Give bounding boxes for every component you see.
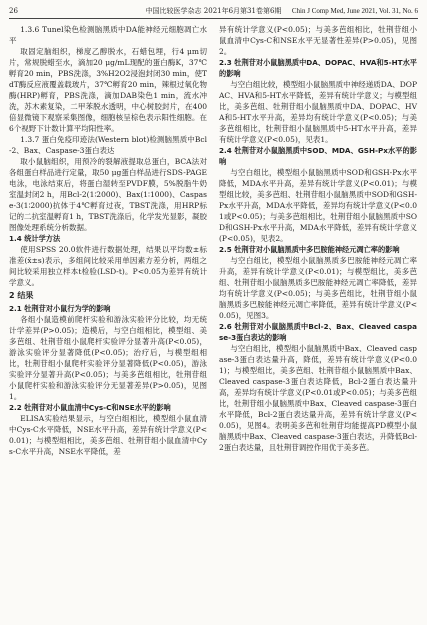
- paragraph: 1.3.6 Tunel染色检测脑黑质中DA能神经元细胞凋亡水平: [9, 25, 207, 45]
- journal-title-en: Chin J Comp Med, June 2021, Vol. 31, No. 6: [291, 7, 418, 15]
- running-header: [9, 6, 418, 18]
- section-heading: 2.1 牡荆苷对小鼠行为学的影响: [9, 304, 111, 313]
- paragraph: 与空白组比，模型组小鼠脑黑质多巴胺能神经元凋亡率升高，差异有统计学意义(P<0.01)；与模型组比，美多芭组、牡荆苷组小鼠脑黑质多巴胺能神经元凋亡率降低，差异均有统计学意义(P<0.05)；与美多芭组比，牡荆苷组小鼠脑黑质多巴胺能神经元凋亡率降低，差异有统计学意义(P<0.05)，见图3。: [219, 256, 417, 320]
- paragraph: 各组小鼠造模前爬杆实验和游泳实验评分比较，均无统计学差异(P>0.05)；造模后，与空白组相比，模型组、美多芭组、牡荆苷组小鼠爬杆实验评分显著升高(P<0.05)，游泳实验评分显著降低(P<0.05)；治疗后，与模型组相比，牡荆苷组小鼠爬杆实验评分显著降低(P<0.05)，游泳实验评分显著升高(P<0.05)；与美多芭组相比，牡荆苷组小鼠爬杆实验和游泳实验评分无显著差异(P>0.05)，见图1。: [9, 315, 207, 401]
- paragraph: 使用SPSS 20.0软件进行数据处理，结果以平均数±标准差(x̄±s)表示，多组间比较采用单因素方差分析，两组之间比较采用独立样本t检验(LSD-t)。P<0.05为差异有统计学意义。: [9, 245, 207, 287]
- journal-title-cn: 中国比较医学杂志 2021年6月第31卷第6期: [145, 7, 282, 15]
- paragraph: 取固定脑组织，梯度乙醇脱水，石蜡包埋，行4 μm切片，常规脱蜡至水，滴加20 μg/mL现配的蛋白酶K，37℃孵育20 min，PBS洗涤，3%H2O2浸泡封闭30 min，使TdT酶反应液覆盖载玻片，37℃孵育20 min，辣根过氧化物酶(HRP)孵育，PBS洗涤，滴加DAB染色1 min，流水冲洗，苏木素复染，二甲苯脱水透明，中心树胶封片，在400倍显微镜下观察采集图像，细胞核呈棕色表示阳性细胞。在6个视野下计数计算平均阳性率。: [9, 47, 207, 133]
- left-column: [9, 24, 207, 457]
- section-heading: 2 结果: [9, 291, 34, 300]
- section-heading: 1.4 统计学方法: [9, 234, 61, 243]
- paragraph: 与空白组比较，模型组小鼠脑黑质中神经递质DA、DOPAC、HVA和5-HT水平降低，差异有统计学意义；与模型组比，美多芭组、牡荆苷组小鼠脑黑质中DA、DOPAC、HVA和5-HT水平升高，差异均有统计学意义(P<0.05)；与美多芭组相比，牡荆苷组小鼠脑黑质中5-HT水平升高，差异有统计学意义(P<0.05)，见表1。: [219, 80, 417, 144]
- paragraph: 取小鼠脑组织，用预冷的裂解液提取总蛋白，BCA法对各组蛋白样品进行定量，取50 μg蛋白样品进行SDS-PAGE电泳，电泳结束后，将蛋白湿转至PVDF膜，5%脱脂牛奶室温封闭2 h，用Bcl-2(1∶2000)、Bax(1∶1000)、Caspase-3(1∶2000)抗体于4℃孵育过夜，TBST洗涤，用HRP标记的二抗室温孵育1 h，TBST洗涤后，化学发光显影，凝胶图像处理系统分析数据。: [9, 157, 207, 232]
- paragraph: 异有统计学意义(P<0.05)；与美多芭组相比，牡荆苷组小鼠血清中Cys-C和NSE水平无显著性差异(P>0.05)，见图2。: [219, 25, 417, 56]
- right-column: [219, 24, 417, 453]
- section-heading: 2.6 牡荆苷对小鼠脑黑质中Bcl-2、Bax、Cleaved caspase-3蛋白表达的影响: [219, 322, 417, 342]
- section-heading: 2.3 牡荆苷对小鼠脑黑质中DA、DOPAC、HVA和5-HT水平的影响: [219, 58, 417, 78]
- page-number: 26: [9, 7, 18, 15]
- section-heading: 2.2 牡荆苷对小鼠血清中Cys-C和NSE水平的影响: [9, 403, 171, 412]
- header-rule: [9, 18, 418, 19]
- paragraph: 与空白组比，模型组小鼠脑黑质中SOD和GSH-Px水平降低，MDA水平升高，差异有统计学意义(P<0.01)；与模型组比较，美多芭组、牡荆苷组小鼠脑黑质中SOD和GSH-Px水平升高，MDA水平降低，差异均有统计学意义(P<0.01或P<0.05)；与美多芭组相比，牡荆苷组小鼠脑黑质中SOD和GSH-Px水平升高，MDA水平降低，差异有统计学意义(P<0.05)，见表2。: [219, 168, 417, 243]
- section-heading: 2.5 牡荆苷对小鼠脑黑质中多巴胺能神经元凋亡率的影响: [219, 245, 400, 254]
- paragraph: ELISA实验结果显示，与空白组相比，模型组小鼠血清中Cys-C水平降低，NSE水平升高，差异有统计学意义(P<0.01)；与模型组相比，美多芭组、牡荆苷组小鼠血清中Cys-C水平升高，NSE水平降低，差: [9, 414, 207, 456]
- paragraph: 与空白组比，模型组小鼠脑黑质中Bax、Cleaved caspase-3蛋白表达量升高，降低，差异有统计学意义(P<0.01)；与模型组比，美多芭组、牡荆苷组小鼠脑黑质中Bax、Cleaved caspase-3蛋白表达降低，Bcl-2蛋白表达量升高，差异均有统计学意义(P<0.01或P<0.05)；与美多芭组比，牡荆苷组小鼠脑黑质中Bax、Cleaved caspase-3蛋白水平降低，Bcl-2蛋白表达量升高，差异有统计学意义(P<0.05)，见图4。表明美多芭和牡荆苷均能提高PD模型小鼠脑黑质中Bax、Cleaved caspase-3蛋白表达，升降低Bcl-2蛋白表达量，且牡荆苷调控作用优于美多芭。: [219, 344, 417, 452]
- section-heading: 2.4 牡荆苷对小鼠脑黑质中SOD、MDA、GSH-Px水平的影响: [219, 146, 417, 166]
- paragraph: 1.3.7 蛋白免疫印迹法(Western blot)检测脑黑质中Bcl-2、Bax、Caspase-3蛋白表达: [9, 135, 207, 155]
